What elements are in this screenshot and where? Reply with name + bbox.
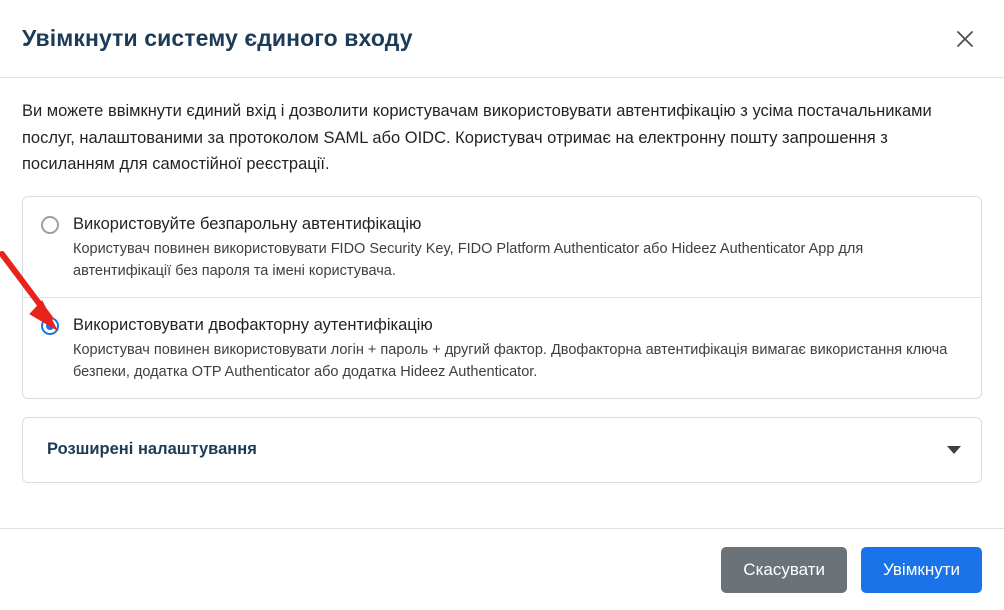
- radio-two-factor[interactable]: [41, 317, 59, 335]
- option-passwordless-label: Використовуйте безпарольну автентифікацію: [73, 215, 422, 234]
- dialog-body: [0, 78, 1004, 528]
- option-two-factor-description: Користувач повинен використовувати логін + пароль + другий фактор. Двофакторна автентифікація вимагає використання ключа безпеки, додатка OTP Authenticator або додатка Hideez Authenticator.: [73, 342, 948, 380]
- option-two-factor-label: Використовувати двофакторну аутентифікацію: [73, 315, 433, 334]
- option-passwordless-text: [73, 213, 963, 283]
- enable-button[interactable]: Увімкнути: [861, 547, 982, 593]
- option-passwordless[interactable]: [23, 197, 981, 297]
- cancel-button[interactable]: Скасувати: [721, 547, 847, 593]
- advanced-settings-accordion[interactable]: [22, 417, 982, 483]
- option-two-factor-text: [73, 314, 963, 384]
- advanced-settings-label: Розширені налаштування: [47, 440, 257, 459]
- radio-passwordless[interactable]: [41, 216, 59, 234]
- dialog-footer: [0, 528, 1004, 610]
- option-passwordless-description: Користувач повинен використовувати FIDO Security Key, FIDO Platform Authenticator або Hideez Authenticator App для автентифікації без пароля та імені користувача.: [73, 241, 864, 280]
- page-title: Увімкнути систему єдиного входу: [22, 24, 413, 51]
- close-icon[interactable]: [948, 22, 982, 56]
- option-two-factor[interactable]: [23, 297, 981, 398]
- dialog-header: [0, 0, 1004, 78]
- auth-method-options: [22, 196, 982, 399]
- dialog-description: Ви можете ввімкнути єдиний вхід і дозволити користувачам використовувати автентифікацію з усіма постачальниками послуг, налаштованими за протоколом SAML або OIDC. Користувач отримає на електронну пошту запрошення з посиланням для самостійної реєстрації.: [22, 102, 932, 174]
- chevron-down-icon[interactable]: [947, 446, 961, 454]
